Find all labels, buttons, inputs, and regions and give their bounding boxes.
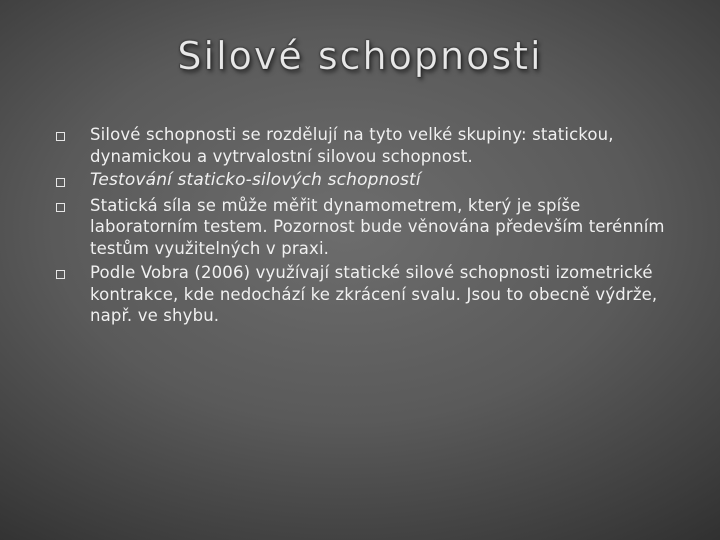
bullet-item xyxy=(50,170,670,192)
bullet-item xyxy=(50,262,670,327)
square-bullet-icon xyxy=(56,203,65,212)
bullet-item xyxy=(50,195,670,260)
bullet-text: Silové schopnosti se rozdělují na tyto velké skupiny: statickou, dynamickou a vytrvalostní silovou schopnost. xyxy=(90,125,614,166)
bullet-list xyxy=(50,124,670,330)
bullet-item xyxy=(50,124,670,167)
square-bullet-icon xyxy=(56,132,65,141)
square-bullet-icon xyxy=(56,270,65,279)
bullet-text: Statická síla se může měřit dynamometrem, který je spíše laboratorním testem. Pozornost bude věnována především terénním testům využitelných v praxi. xyxy=(90,195,665,258)
square-bullet-icon xyxy=(56,178,65,187)
bullet-text: Podle Vobra (2006) využívají statické silové schopnosti izometrické kontrakce, kde nedochází ke zkrácení svalu. Jsou to obecně výdrže, např. ve shybu. xyxy=(90,263,658,325)
bullet-text: Testování staticko-silových schopností xyxy=(90,170,421,190)
slide-title: Silové schopnosti xyxy=(177,34,543,78)
